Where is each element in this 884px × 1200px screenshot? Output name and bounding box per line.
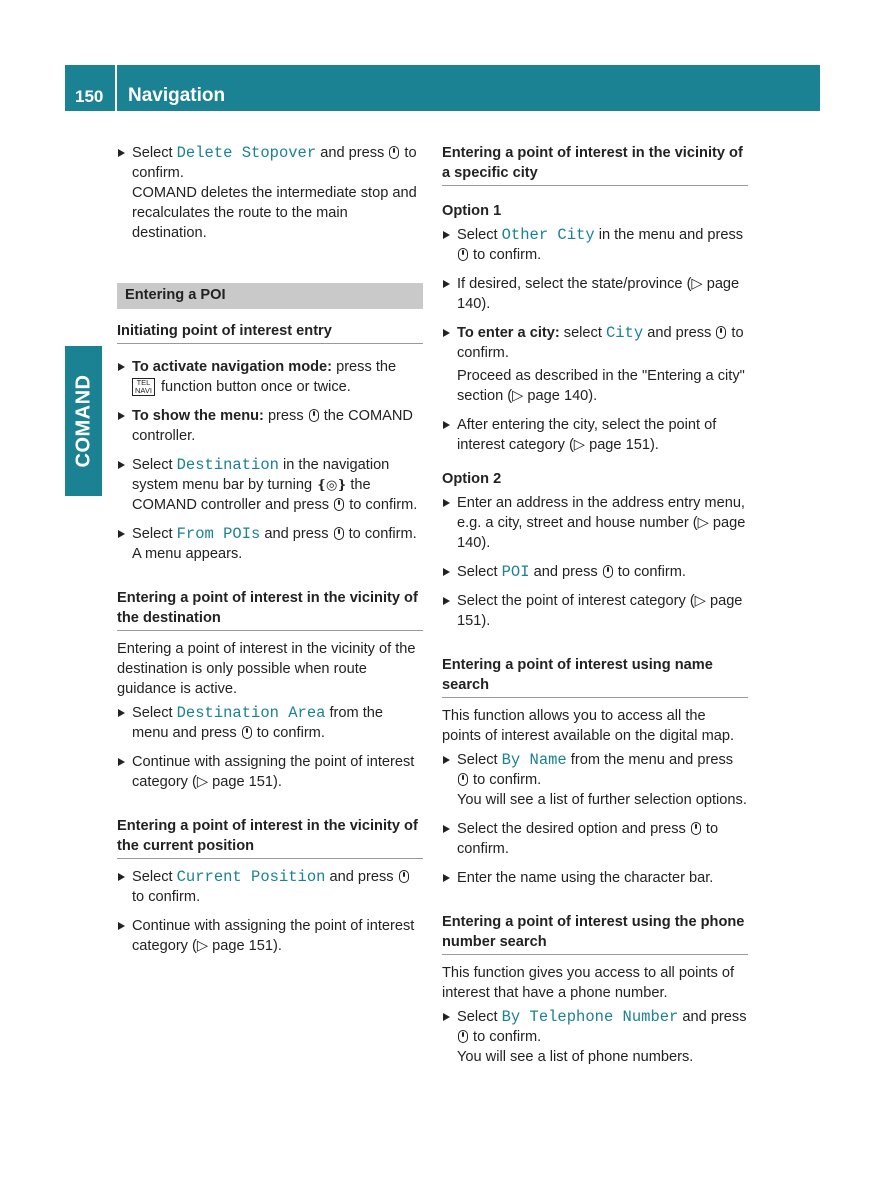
controller-press-icon (458, 248, 468, 261)
bullet-arrow-icon (118, 922, 125, 930)
menu-item-current-position: Current Position (176, 868, 326, 886)
controller-press-icon (309, 409, 319, 422)
controller-press-icon (458, 1030, 468, 1043)
bullet-arrow-icon (118, 363, 125, 371)
bullet-arrow-icon (443, 231, 450, 239)
note: You will see a list of further selection options. (457, 792, 747, 808)
bullet-arrow-icon (118, 412, 125, 420)
instruction-select-category (442, 591, 748, 631)
bold-lead: To activate navigation mode: (132, 359, 333, 375)
controller-press-icon (242, 726, 252, 739)
text: in the navigation system menu bar by turning (132, 457, 390, 493)
menu-item-other-city: Other City (501, 226, 595, 244)
text: Select (132, 145, 177, 161)
key-top: TEL (136, 378, 151, 387)
text: the COMAND controller and press (132, 477, 371, 513)
bullet-arrow-icon (443, 874, 450, 882)
instruction-select-destination-area (117, 703, 423, 743)
bullet-arrow-icon (443, 597, 450, 605)
text: press the (332, 359, 397, 375)
bullet-arrow-icon (118, 530, 125, 538)
text: Continue with assigning the point of interest category (▷ page 151). (132, 918, 415, 954)
text: to confirm. (132, 145, 417, 181)
text: Continue with assigning the point of interest category (▷ page 151). (132, 754, 415, 790)
bullet-arrow-icon (118, 758, 125, 766)
instruction-select-poi (442, 562, 748, 582)
instruction-show-menu (117, 406, 423, 446)
instruction-select-current-position (117, 867, 423, 907)
option-2-label: Option 2 (442, 471, 502, 487)
page-header (65, 65, 820, 111)
menu-item-by-telephone-number: By Telephone Number (501, 1008, 679, 1026)
paragraph-name-search: This function allows you to access all the points of interest available on the digital map. (442, 708, 735, 744)
tel-navi-key-icon (132, 378, 155, 396)
bullet-arrow-icon (443, 825, 450, 833)
header-separator (115, 65, 117, 111)
text: press (263, 408, 308, 424)
heading-vicinity-city: Entering a point of interest in the vicinity of a specific city (442, 143, 748, 186)
bullet-arrow-icon (443, 756, 450, 764)
text: and press (529, 564, 602, 580)
instruction-select-other-city (442, 225, 748, 265)
note: COMAND deletes the intermediate stop and recalculates the route to the main destination. (132, 185, 417, 241)
text: Select (132, 457, 177, 473)
bullet-arrow-icon (443, 329, 450, 337)
instruction-select-destination (117, 455, 423, 515)
text: Enter an address in the address entry menu, e.g. a city, street and house number (▷ page 140). (457, 495, 746, 551)
text: Enter the name using the character bar. (457, 870, 714, 886)
heading-vicinity-current-position: Entering a point of interest in the vicinity of the current position (117, 816, 423, 859)
bullet-arrow-icon (118, 873, 125, 881)
text: from the menu and press (132, 705, 384, 741)
page-number: 150 (75, 87, 104, 106)
paragraph-phone-search: This function gives you access to all points of interest that have a phone number. (442, 965, 735, 1001)
text: to confirm. (469, 247, 542, 263)
text: in the menu and press (594, 227, 744, 243)
note: A menu appears. (132, 546, 243, 562)
controller-press-icon (334, 527, 344, 540)
bullet-arrow-icon (443, 421, 450, 429)
text: and press (316, 145, 389, 161)
text: and press (678, 1009, 747, 1025)
menu-item-city: City (605, 324, 644, 342)
section-band-entering-poi: Entering a POI (117, 283, 423, 309)
text: Select (457, 227, 502, 243)
menu-item-from-pois: From POIs (176, 525, 261, 543)
instruction-enter-name (442, 868, 748, 888)
text: to confirm. (469, 772, 542, 788)
note: You will see a list of phone numbers. (457, 1049, 694, 1065)
controller-press-icon (334, 498, 344, 511)
bullet-arrow-icon (443, 499, 450, 507)
bullet-arrow-icon (443, 280, 450, 288)
right-column (442, 143, 748, 1076)
text: to confirm. (457, 821, 719, 857)
text: Select (457, 752, 502, 768)
controller-press-icon (603, 565, 613, 578)
instruction-enter-city (442, 323, 748, 406)
instruction-continue-category-2 (117, 916, 423, 956)
text: to confirm. (345, 497, 418, 513)
text: from the menu and press (566, 752, 734, 768)
instruction-select-by-name (442, 750, 748, 810)
text: to confirm. (344, 526, 417, 542)
paragraph-vicinity-destination: Entering a point of interest in the vicinity of the destination is only possible when route guidance is active. (117, 641, 416, 697)
controller-turn-icon: ❴◎❵ (316, 477, 347, 492)
instruction-activate-navigation (117, 357, 423, 397)
text: Select (132, 869, 177, 885)
text: to confirm. (252, 725, 325, 741)
side-tab-label: COMAND (72, 374, 94, 468)
controller-press-icon (716, 326, 726, 339)
instruction-select-state (442, 274, 748, 314)
text: and press (643, 325, 716, 341)
bold-lead: To show the menu: (132, 408, 264, 424)
controller-press-icon (389, 146, 399, 159)
menu-item-delete-stopover: Delete Stopover (176, 144, 317, 162)
controller-press-icon (458, 773, 468, 786)
menu-item-destination-area: Destination Area (176, 704, 326, 722)
bold-lead: To enter a city: (457, 325, 560, 341)
instruction-select-from-pois (117, 524, 423, 564)
controller-press-icon (399, 870, 409, 883)
menu-item-destination: Destination (176, 456, 279, 474)
text: Select the point of interest category (▷ page 151). (457, 593, 743, 629)
heading-name-search: Entering a point of interest using name search (442, 655, 748, 698)
key-bottom: NAVI (135, 386, 152, 395)
text: to confirm. (132, 889, 201, 905)
text: function button once or twice. (156, 379, 351, 395)
instruction-select-by-telephone (442, 1007, 748, 1067)
text: After entering the city, select the point of interest category (▷ page 151). (457, 417, 717, 453)
heading-phone-search: Entering a point of interest using the phone number search (442, 912, 748, 955)
text: If desired, select the state/province (▷ page 140). (457, 276, 740, 312)
instruction-continue-category (117, 752, 423, 792)
instruction-after-city (442, 415, 748, 455)
chapter-title: Navigation (128, 85, 226, 106)
option-1-label: Option 1 (442, 203, 502, 219)
menu-item-by-name: By Name (501, 751, 567, 769)
bullet-arrow-icon (118, 709, 125, 717)
heading-vicinity-destination: Entering a point of interest in the vicinity of the destination (117, 588, 423, 631)
text: to confirm. (457, 325, 744, 361)
text: select (559, 325, 606, 341)
left-column (117, 143, 423, 965)
instruction-select-option (442, 819, 748, 859)
text: and press (260, 526, 333, 542)
text: and press (325, 869, 398, 885)
text: Select (132, 705, 177, 721)
controller-press-icon (691, 822, 701, 835)
text: Select (132, 526, 177, 542)
text: Select (457, 1009, 502, 1025)
text: to confirm. (613, 564, 686, 580)
text: to confirm. (469, 1029, 542, 1045)
text: Select (457, 564, 502, 580)
instruction-delete-stopover (117, 143, 423, 243)
heading-initiating-poi-entry: Initiating point of interest entry (117, 321, 423, 344)
note: Proceed as described in the "Entering a city" section (▷ page 140). (457, 368, 745, 404)
text: the COMAND controller. (132, 408, 413, 444)
menu-item-poi: POI (501, 563, 530, 581)
instruction-enter-address (442, 493, 748, 553)
text: Select the desired option and press (457, 821, 690, 837)
bullet-arrow-icon (118, 149, 125, 157)
bullet-arrow-icon (118, 461, 125, 469)
bullet-arrow-icon (443, 1013, 450, 1021)
bullet-arrow-icon (443, 568, 450, 576)
side-tab (65, 346, 102, 496)
